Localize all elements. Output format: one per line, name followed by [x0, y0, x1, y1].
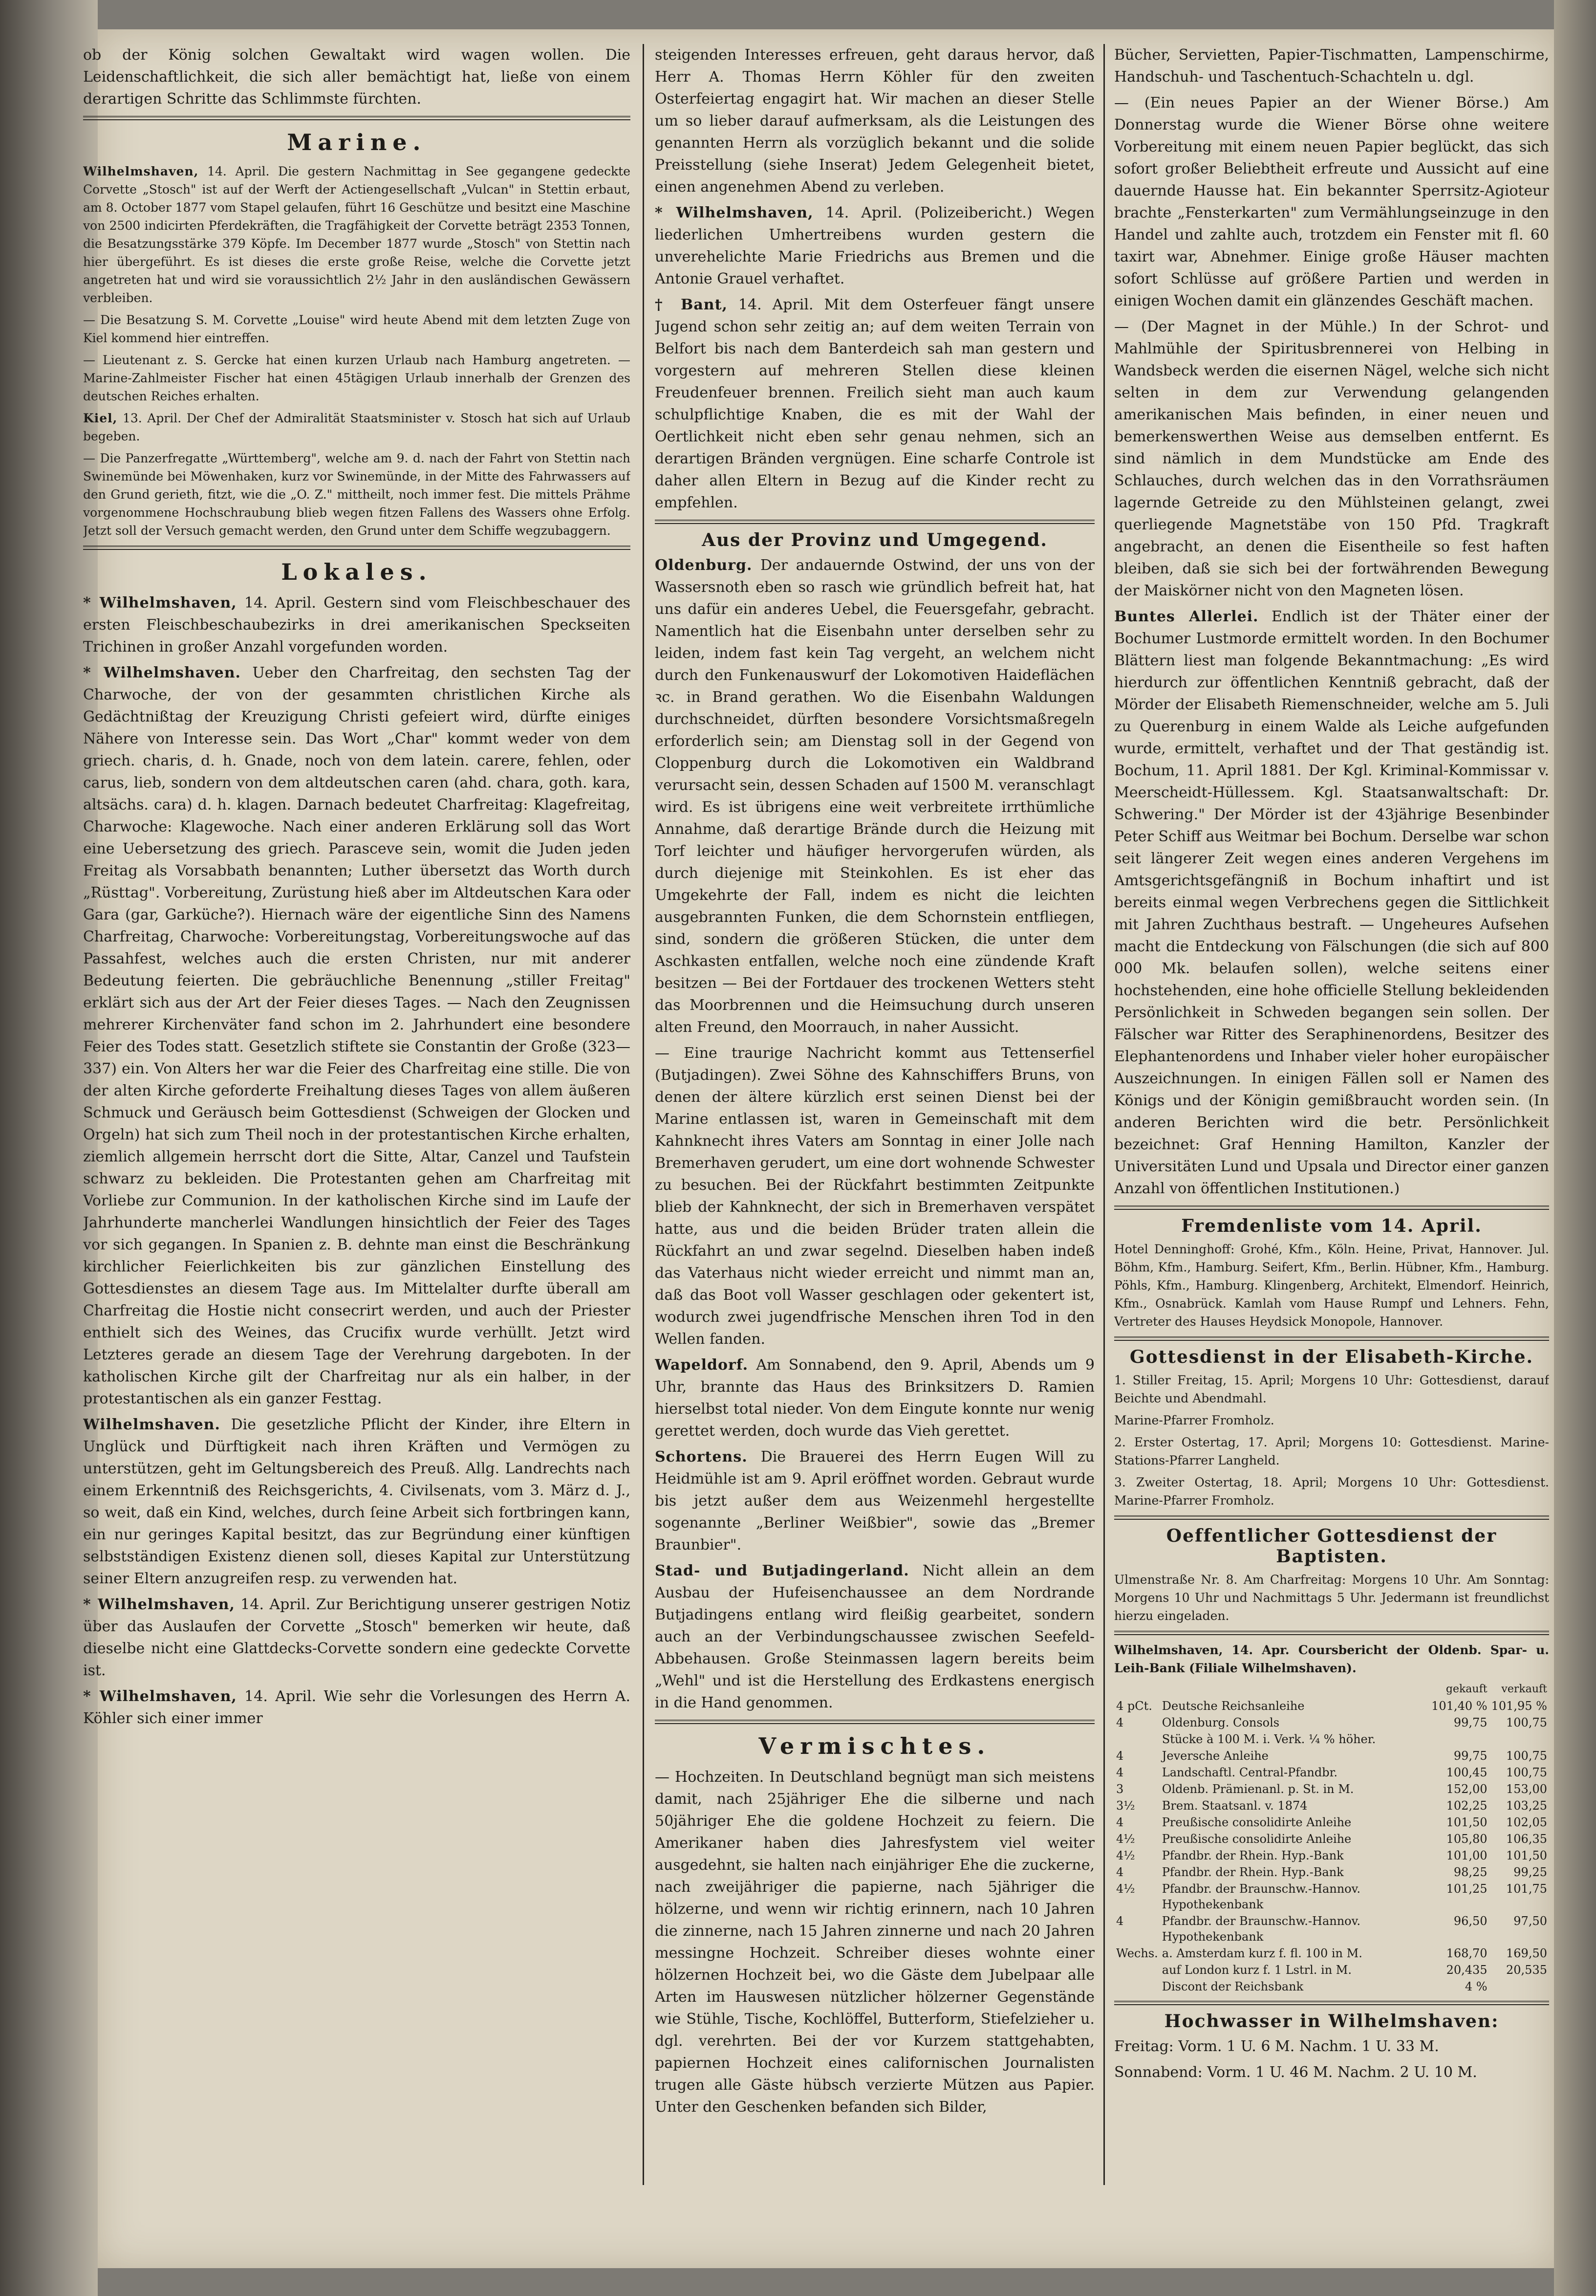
table-cell: Deutsche Reichsanleihe — [1162, 1699, 1305, 1713]
column-2-top-section — [655, 44, 1095, 514]
dateline: * Wilhelmshaven, — [655, 204, 814, 221]
table-cell: Stücke à 100 M. i. Verk. ¼ % höher. — [1162, 1732, 1376, 1746]
article-text: — Lieutenant z. S. Gercke hat einen kurzen Urlaub nach Hamburg angetreten. — Marine-Zahlmeister Fischer hat einen 45tägigen Urlaub innerhalb der Grenzen des deutschen Reiches erhalten. — [83, 353, 630, 403]
table-row — [1114, 1962, 1549, 1978]
table-cell: Brem. Staatsanl. v. 1874 — [1162, 1799, 1308, 1813]
article-text: Die gesetzliche Pflicht der Kinder, ihre Eltern in Unglück und Dürftigkeit nach ihren Kräften und Vermögen zu unterstützen, geht im Geltungsbereich des Preuß. Allg. Landrechts nach einem Erkenntniß des Reichsgerichts, 4. Civilsenats, vom 3. März d. J., so weit, daß ein Kind, welches, durch ſeine Arbeit sich fortbringen kann, ein nur geringes Kapital besitzt, das zur Begründung einer künftigen selbstständigen Existenz dienen soll, dieses Kapital zur Unterstützung seiner Eltern anzugreifen resp. zu verwenden hat. — [83, 1416, 630, 1587]
article-text: 14. April. Mit dem Osterfeuer fängt unsere Jugend schon sehr zeitig an; auf dem weiten Terrain von Belfort bis nach dem Banterdeich sah man gestern und vorgestern auf mehreren Stellen diese kleinen Freudenfeuer brennen. Freilich sieht man auch kaum schulpflichtige Knaben, die es mit der Wahl der Oertlichkeit nicht eben sehr genau nehmen, sich an derartigen Bränden vergnügen. Eine scharfe Controle ist daher allen Eltern in Bezug auf die Kinder recht zu empfehlen. — [655, 296, 1095, 511]
article-paragraph — [655, 44, 1095, 198]
table-cell: 4 — [1116, 1766, 1124, 1779]
dateline: Stad- und Butjadingerland. — [655, 1562, 909, 1579]
table-cell: 100,45 — [1446, 1766, 1488, 1779]
table-cell: 4 — [1116, 1749, 1124, 1763]
table-cell — [1114, 1978, 1160, 1995]
table-cell: Discont der Reichsbank — [1162, 1980, 1304, 1993]
article-paragraph — [1114, 44, 1549, 88]
gottesdienst-heading: Gottesdienst in der Elisabeth-Kirche. — [1129, 1347, 1534, 1367]
table-cell: 4 — [1116, 1865, 1124, 1879]
table-row — [1114, 1945, 1549, 1962]
article-paragraph — [1114, 92, 1549, 312]
table-cell — [1489, 1731, 1549, 1748]
table-cell: 99,75 — [1453, 1716, 1488, 1729]
table-cell: Pfandbr. der Braunschw.-Hannov. Hypothekenbank — [1162, 1914, 1360, 1944]
table-cell: 103,25 — [1506, 1799, 1547, 1813]
article-text: steigenden Interesses erfreuen, geht daraus hervor, daß Herr A. Thomas Herrn Köhler für den zweiten Osterfeiertag engagirt hat. Wir machen an dieser Stelle um so lieber darauf aufmerksam, als die Leistungen des genannten Herrn als vorzüglich bekannt und die solide Preisstellung (siehe Inserat) Jedem Gelegenheit bietet, einen angenehmen Abend zu verleben. — [655, 46, 1095, 196]
table-cell: 3½ — [1116, 1799, 1135, 1813]
table-row — [1114, 1881, 1549, 1913]
list-line: Marine-Pfarrer Fromholz. — [1114, 1413, 1274, 1427]
dateline: Wilhelmshaven. — [83, 1416, 220, 1433]
table-cell: 4 — [1116, 1716, 1124, 1729]
fremdenliste-text: Hotel Denninghoff: Grohé, Kfm., Köln. Heine, Privat, Hannover. Jul. Böhm, Kfm., Hamburg. Seifert, Kfm., Berlin. Hübner, Kfm., Hamburg. Pöhls, Kfm., Hamburg. Klingenberg, Architekt, Elmendorf. Heinrich, Kfm., Osnabrück. Kamlah vom Hause Rumpf und Lehners. Fehn, Vertreter des Hauses Heydsick Monopole, Hannover. — [1114, 1242, 1549, 1329]
provinz-section — [655, 554, 1095, 1714]
table-cell: 4 % — [1465, 1980, 1488, 1993]
section-divider — [1114, 1631, 1549, 1635]
list-line: Sonnabend: Vorm. 1 U. 46 M. Nachm. 2 U. 10 M. — [1114, 2064, 1477, 2081]
section-divider — [83, 546, 630, 550]
article-text: 14. April. Gestern sind vom Fleischbeschauer des ersten Fleischbeschaubezirks in drei amerikanischen Speckseiten Trichinen in großer Anzahl vorgefunden worden. — [83, 594, 630, 656]
table-cell: Preußische consolidirte Anleihe — [1162, 1815, 1352, 1829]
article-paragraph — [655, 294, 1095, 514]
article-text: Ueber den Charfreitag, den sechsten Tag der Charwoche, der von der gesammten christlichen Kirche als Gedächtnißtag der Kreuzigung Christi gefeiert wird, dürfte einiges Nähere von Interesse sein. Das Wort „Char" kommt weder von dem griech. charis, d. h. Gnade, noch von dem latein. carere, fehlen, oder carus, lieb, sondern von dem altdeutschen caren (ahd. chara, goth. kara, altsächs. cara) d. h. klagen. Darnach bedeutet Charfreitag: Klagefreitag, Charwoche: Klagewoche. Nach einer anderen Erklärung soll das Wort eine Uebersetzung des griech. Parasceve sein, womit die Juden jeden Freitag als Vorsabbath benannten; Luther übersetzt das Worth durch „Rüsttag". Vorbereitung, Zurüstung hieß aber im Altdeutschen Kara oder Gara (gar, Garküche?). Hiernach wäre der eigentliche Sinn des Namens Charfreitag, Charwoche: Vorbereitungstag, Vorbereitungswoche auf das Passahfest, welches auch die ersten Christen, nur mit anderer Bedeutung feierten. Die gebräuchliche Benennung „stiller Freitag" erklärt sich aus der Art der Feier dieses Tages. — Nach den Zeugnissen mehrerer Kirchenväter fand schon im 2. Jahrhundert eine besondere Feier des Todes statt. Gesetzlich stiftete sie Constantin der Große (323—337) ein. Von Alters her war die Feier des Charfreitag eine stille. Die von der alten Kirche geforderte Freihaltung dieses Tages von allem äußeren Schmuck und Geräusch beim Gottesdienst (Schweigen der Glocken und Orgeln) hat sich zum Theil noch in der protestantischen Kirche erhalten, ziemlich allgemein herrscht dort die Sitte, Altar, Canzel und Taufstein schwarz zu bekleiden. Die Protestanten gehen am Charfreitag mit Vorliebe zur Communion. In der katholischen Kirche sind im Laufe der Jahrhunderte mancherlei Wandlungen hinsichtlich der Feier des Tages vor sich gegangen. In Spanien z. B. dehnte man einst die Beschränkung kirchlicher Feierlichkeiten bis zur gänzlichen Einstellung des Gottesdienstes an diesem Tage aus. Im Mittelalter durfte überall am Charfreitag die Hostie nicht consecrirt werden, und auch der Priester enthielt sich des Weines, das Crucifix wurde verhüllt. Jetzt wird Letzteres gerade an diesem Tage der Verehrung dargeboten. In der katholischen Kirche gilt der Charfreitag nur als ein halber, in der protestantischen als ein ganzer Festtag. — [83, 664, 630, 1407]
table-row — [1114, 1698, 1549, 1714]
dateline: Kiel, — [83, 411, 118, 425]
article-text: — Hochzeiten. In Deutschland begnügt man sich meistens damit, nach 25jähriger Ehe die silberne und nach 50jähriger Ehe die goldene Hochzeit zu feiern. Die Amerikaner haben dies Jahresfystem viel weiter ausgedehnt, sie halten nach einjähriger Ehe die zuckerne, nach zweijähriger die papierne, nach 5jähriger die hölzerne, und wenn wir richtig erinnern, nach 10 Jahren die zinnerne, nach 15 Jahren zinnerne und nach 20 Jahren messingne Hochzeit. Schreiber dieses wohnte einer hölzernen Hochzeit bei, wo die Gäste dem Jubelpaar alle Arten im Hauswesen nützlicher hölzerner Gegenstände wie Stühle, Tische, Kochlöffel, Butterform, Stiefelzieher u. dgl. verehrten. Bei der vor Kurzem stattgehabten, papiernen Hochzeit eines californischen Journalisten trugen alle Gäste hübsch verzierte Mützen aus Papier. Unter den Geschenken befanden sich Bilder, — [655, 1769, 1095, 2116]
section-divider — [83, 116, 630, 120]
coursbericht-heading: Wilhelmshaven, 14. Apr. Coursbericht der Oldenb. Spar- u. Leih-Bank (Filiale Wilhelmshaven). — [1114, 1643, 1549, 1675]
article-text: Endlich ist der Thäter einer der Bochumer Lustmorde ermittelt worden. In den Bochumer Blättern liest man folgende Bekanntmachung: „Es wird hierdurch zur öffentlichen Kenntniß gebracht, daß der Mörder der Elisabeth Riemenschneider, welche am 5. Juli zu Querenburg in einem Walde als Leiche aufgefunden wurde, ermittelt, verhaftet und der That geständig ist. Bochum, 11. April 1881. Der Kgl. Kriminal-Kommissar v. Meerscheidt-Hüllessem. Kgl. Staatsanwaltschaft: Dr. Schwering." Der Mörder ist der 43jährige Besenbinder Peter Schiff aus Weitmar bei Bochum. Derselbe war schon seit längerer Zeit wegen eines anderen Vergehens im Amtsgerichtsgefängniß in Bochum inhaftirt und ist bereits einmal wegen Verbrechens gegen die Sittlichkeit mit Jahren Zuchthaus bestraft. — Ungeheures Aufsehen macht die Entdeckung von Fälschungen (die sich auf 800 000 Mk. belaufen sollen), welche seitens einer hochstehenden, eine hohe officielle Stellung bekleidenden Persönlichkeit in Schweden begangen sein sollen. Der Fälscher war Ritter des Seraphinenordens, Besitzer des Elephantenordens und Inhaber vieler hoher europäischer Auszeichnungen. In einigen Fällen soll er Namen des Königs und der Königin gemißbraucht worden sein. (In anderen Berichten wird die betr. Persönlichkeit bezeichnet: Graf Henning Hamilton, Kanzler der Universitäten Lund und Upsala und Director einer ganzen Anzahl von öffentlichen Institutionen.) — [1114, 608, 1549, 1197]
list-line: Freitag: Vorm. 1 U. 6 M. Nachm. 1 U. 33 M. — [1114, 2038, 1439, 2055]
article-paragraph — [655, 1560, 1095, 1714]
lokales-heading: Lokales. — [281, 559, 432, 585]
baptisten-heading: Oeffentlicher Gottesdienst der Baptisten. — [1166, 1526, 1497, 1567]
table-cell: a. Amsterdam kurz f. fl. 100 in M. — [1162, 1946, 1362, 1960]
section-divider — [1114, 1205, 1549, 1210]
article-text: Nicht allein an dem Ausbau der Hufeisenchaussee an dem Nordrande Butjadingens entlang wird fleißig gearbeitet, sondern auch an der Verbindungschaussee zwischen Seefeld-Abbehausen. Große Steinmassen lagern bereits beim „Wehl" und ist die Herstellung des Erdkastens energisch in die Hand genommen. — [655, 1562, 1095, 1711]
table-cell: 96,50 — [1453, 1914, 1488, 1928]
table-cell: 153,00 — [1506, 1782, 1547, 1796]
table-cell: 99,75 — [1453, 1749, 1488, 1763]
table-cell: 152,00 — [1446, 1782, 1488, 1796]
column-rule-2 — [1103, 44, 1105, 2185]
table-cell: 106,35 — [1506, 1832, 1547, 1846]
section-divider — [1114, 2001, 1549, 2005]
article-paragraph — [1114, 606, 1549, 1200]
article-text: — Die Besatzung S. M. Corvette „Louise" wird heute Abend mit dem letzten Zuge von Kiel kommend hier eintreffen. — [83, 313, 630, 345]
table-cell: 4 — [1116, 1815, 1124, 1829]
table-cell: Pfandbr. der Braunschw.-Hannov. Hypothekenbank — [1162, 1882, 1360, 1911]
article-text: 13. April. Der Chef der Admiralität Staatsminister v. Stosch hat sich auf Urlaub begeben. — [83, 411, 630, 443]
table-cell: Oldenb. Prämienanl. p. St. in M. — [1162, 1782, 1354, 1796]
table-cell: 4 pCt. — [1116, 1699, 1152, 1713]
table-row — [1114, 1814, 1549, 1831]
table-cell: 101,95 % — [1491, 1699, 1547, 1713]
table-cell: Preußische consolidirte Anleihe — [1162, 1832, 1352, 1846]
table-cell: Pfandbr. der Rhein. Hyp.-Bank — [1162, 1865, 1344, 1879]
article-text: — Eine traurige Nachricht kommt aus Tettenserfiel (Butjadingen). Zwei Söhne des Kahnschiffers Bruns, von denen der ältere kürzlich erst seinen Dienst bei der Marine entlassen ist, waren in Gemeinschaft mit dem Kahnknecht ihres Vaters am Sonntag in einer Jolle nach Bremerhaven gerudert, um eine dort wohnende Schwester zu besuchen. Bei der Rückfahrt bestimmten Zeitpunkte blieb der Kahnknecht, der sich in Bremerhaven verspätet hatte, aus und die beiden Brüder traten allein die Rückfahrt an und zwar segelnd. Dieselben haben indeß das Vaterhaus nicht wieder erreicht und nimmt man an, daß das Boot voll Wasser geschlagen oder gekentert ist, wodurch zwei jugendfrische Menschen ihren Tod in den Wellen fanden. — [655, 1045, 1095, 1348]
table-cell — [1429, 1731, 1489, 1748]
article-text: 14. April. (Polizeibericht.) Wegen liederlichen Umhertreibens wurden gestern die unverehelichte Marie Friedrichs aus Bremen und die Antonie Grauel verhaftet. — [655, 204, 1095, 287]
dateline: * Wilhelmshaven, — [83, 594, 237, 612]
article-text: — Die Panzerfregatte „Württemberg", welche am 9. d. nach der Fahrt von Stettin nach Swinemünde bei Möwenhaken, kurz vor Swinemünde, in der Mitte des Fahrwassers auf den Grund gerieth, fitzt, wie die „O. Z." mittheilt, noch immer fest. Die mittels Prähme vorgenommene Hochschraubung blieb wegen fitzen Fallens des Wassers ohne Erfolg. Jetzt soll der Versuch gemacht werden, den Grund unter dem Schiffe wegzubaggern. — [83, 451, 630, 538]
article-text: — (Ein neues Papier an der Wiener Börse.) Am Donnerstag wurde die Wiener Börse ohne weitere Vorbereitung mit einem neuen Papier beglückt, das sich sofort großer Beliebtheit erfreute und Aussicht auf eine dauernde Hausse hat. Ein bekannter Sperrsitz-Agioteur brachte „Fensterkarten" zum Vermählungseinzuge in den Handel und zahlte auch, trotzdem ein Fenster mit fl. 60 taxirt war, Abnehmer. Einige große Häuser machten sofort Schlüsse auf größere Partien und werden in einigen Wochen damit ein glänzendes Geschäft machen. — [1114, 94, 1549, 309]
article-paragraph — [655, 554, 1095, 1038]
article-paragraph — [83, 409, 630, 445]
table-row — [1114, 1978, 1549, 1995]
table-cell: Landschaftl. Central-Pfandbr. — [1162, 1766, 1338, 1779]
article-paragraph — [1114, 316, 1549, 602]
table-cell: 169,50 — [1506, 1946, 1547, 1960]
table-cell: Pfandbr. der Rhein. Hyp.-Bank — [1162, 1849, 1344, 1862]
table-cell: 168,70 — [1446, 1946, 1488, 1960]
hochwasser-list — [1114, 2035, 1549, 2083]
table-cell: 101,25 — [1446, 1882, 1488, 1896]
dateline: Oldenburg. — [655, 557, 753, 574]
section-divider — [1114, 1336, 1549, 1341]
article-text: 14. April. Die gestern Nachmittag in See gegangene gedeckte Corvette „Stosch" ist auf der Werft der Actiengesellschaft „Vulcan" in Stettin erbaut, am 8. October 1877 vom Stapel gelaufen, führt 16 Geschütze und besitzt eine Maschine von 2500 indicirten Pferdekräften, die Tragfähigkeit der Corvette beträgt 2353 Tonnen, die Besatzungsstärke 379 Köpfe. Im December 1877 wurde „Stosch" von Stettin nach hier übergeführt. Es ist dieses die erste große Reise, welche die Corvette jetzt angetreten hat und wird sie voraussichtlich 2½ Jahr in den ausländischen Gewässern verbleiben. — [83, 164, 630, 305]
table-row — [1114, 1831, 1549, 1847]
article-text: Am Sonnabend, den 9. April, Abends um 9 Uhr, brannte das Haus des Brinksitzers D. Ramien hierselbst total nieder. Von dem Eingute konnte nur wenig gerettet werden, doch wurde das Vieh gerettet. — [655, 1356, 1095, 1440]
marine-section — [83, 162, 630, 540]
table-row — [1114, 1847, 1549, 1864]
table-cell: 105,80 — [1446, 1832, 1488, 1846]
table-cell: 101,50 — [1446, 1815, 1488, 1829]
article-paragraph — [83, 162, 630, 307]
article-text: Bücher, Servietten, Papier-Tischmatten, Lampenschirme, Handschuh- und Taschentuch-Schachteln u. dgl. — [1114, 46, 1549, 86]
dateline: * Wilhelmshaven, — [83, 1688, 237, 1705]
table-row — [1114, 1781, 1549, 1797]
article-text: — (Der Magnet in der Mühle.) In der Schrot- und Mahlmühle der Spiritusbrennerei von Helbing in Wandsbeck werden die eisernen Nägel, welche sich nicht selten in dem zur Verwendung gelangenden amerikanischen Mais befinden, in einer neuen und bemerkenswerthen Weise aus demselben entfernt. Es sind nämlich in dem Mundstücke am Ende des Schlauches, durch welchen das in den Vorrathsräumen lagernde Getreide zu den Mühlsteinen gelangt, zwei querliegende Magnetstäbe von 150 Pfd. Tragkraft angebracht, an denen die Eisentheile so fest haften bleiben, daß sie sich bei der fortwährenden Bewegung der Maiskörner nicht von den Magneten lösen. — [1114, 318, 1549, 599]
table-cell: 102,25 — [1446, 1799, 1488, 1813]
section-divider — [1114, 1515, 1549, 1520]
table-cell: 98,25 — [1453, 1865, 1488, 1879]
table-cell: 100,75 — [1506, 1766, 1547, 1779]
table-cell: Wechs. — [1116, 1946, 1158, 1960]
table-cell — [1114, 1731, 1160, 1748]
baptisten-list — [1114, 1571, 1549, 1625]
list-line: 2. Erster Ostertag, 17. April; Morgens 10: Gottesdienst. Marine-Stations-Pfarrer Langheld. — [1114, 1435, 1549, 1467]
article-paragraph — [655, 1354, 1095, 1442]
column-1 — [83, 44, 630, 2185]
article-text: 14. April. Wie sehr die Vorlesungen des Herrn A. Köhler sich einer immer — [83, 1688, 630, 1727]
table-cell: 101,75 — [1506, 1882, 1547, 1896]
marine-heading: Marine. — [287, 129, 427, 155]
table-cell: 102,05 — [1506, 1815, 1547, 1829]
table-cell: 99,25 — [1513, 1865, 1547, 1879]
article-paragraph — [655, 1042, 1095, 1350]
article-paragraph — [83, 592, 630, 658]
list-line: 1. Stiller Freitag, 15. April; Morgens 10 Uhr: Gottesdienst, darauf Beichte und Abendmahl. — [1114, 1373, 1549, 1405]
fremdenliste-heading: Fremdenliste vom 14. April. — [1181, 1216, 1482, 1236]
table-cell: 3 — [1116, 1782, 1124, 1796]
table-row — [1114, 1864, 1549, 1881]
table-cell: 101,40 % — [1431, 1699, 1488, 1713]
page-right-edge — [1554, 0, 1596, 2296]
article-paragraph — [83, 1685, 630, 1729]
table-row — [1114, 1764, 1549, 1781]
table-row — [1114, 1714, 1549, 1731]
coursbericht-table — [1114, 1681, 1549, 1995]
table-cell: Jeversche Anleihe — [1162, 1749, 1269, 1763]
gottesdienst-list — [1114, 1371, 1549, 1509]
table-cell — [1489, 1978, 1549, 1995]
table-cell: 4½ — [1116, 1832, 1135, 1846]
provinz-heading: Aus der Provinz und Umgegend. — [702, 530, 1048, 550]
article-paragraph — [83, 351, 630, 405]
list-line: Ulmenstraße Nr. 8. Am Charfreitag: Morgens 10 Uhr. Am Sonntag: Morgens 10 Uhr und Nachmittags 5 Uhr. Jedermann ist freundlichst hierzu eingeladen. — [1114, 1573, 1549, 1623]
table-row — [1114, 1731, 1549, 1748]
dateline: Wapeldorf. — [655, 1356, 749, 1374]
article-text: Die Brauerei des Herrn Eugen Will zu Heidmühle ist am 9. April eröffnet worden. Gebraut wurde bis jetzt außer dem aus Weizenmehl hergestellte sogenannte „Berliner Weißbier", sowie das „Bremer Braunbier". — [655, 1448, 1095, 1553]
dateline: * Wilhelmshaven, — [83, 1596, 235, 1613]
article-text: 14. April. Zur Berichtigung unserer gestrigen Notiz über das Auslaufen der Corvette „Stosch" bemerken wir heute, daß dieselbe nicht eine Glattdecks-Corvette sondern eine gedeckte Corvette ist. — [83, 1596, 630, 1679]
table-cell: Oldenburg. Consols — [1162, 1716, 1280, 1729]
column-header-gekauft: gekauft — [1445, 1683, 1488, 1695]
section-divider — [655, 1720, 1095, 1724]
article-paragraph — [83, 311, 630, 347]
dateline: † Bant, — [655, 296, 728, 313]
column-2 — [655, 44, 1095, 2185]
table-row — [1114, 1748, 1549, 1764]
table-cell: auf London kurz f. 1 Lstrl. in M. — [1162, 1963, 1352, 1977]
article-paragraph — [655, 202, 1095, 290]
table-cell: 4½ — [1116, 1849, 1135, 1862]
table-cell: 100,75 — [1506, 1716, 1547, 1729]
table-cell: 20,535 — [1506, 1963, 1547, 1977]
lokales-section — [83, 592, 630, 1729]
article-paragraph — [83, 1414, 630, 1590]
column-header-verkauft: verkauft — [1501, 1683, 1547, 1695]
article-paragraph — [83, 662, 630, 1410]
hochwasser-heading: Hochwasser in Wilhelmshaven: — [1164, 2011, 1499, 2032]
table-cell: 4½ — [1116, 1882, 1135, 1896]
section-divider — [655, 520, 1095, 524]
dateline: * Wilhelmshaven. — [83, 664, 241, 681]
article-paragraph — [655, 1446, 1095, 1556]
dateline: Wilhelmshaven, — [83, 164, 199, 178]
vermischtes-section — [655, 1766, 1095, 2118]
article-paragraph — [83, 449, 630, 540]
column-3 — [1114, 44, 1549, 2185]
article-paragraph — [83, 1594, 630, 1682]
table-row — [1114, 1797, 1549, 1814]
dateline: Buntes Allerlei. — [1114, 608, 1259, 625]
table-cell — [1114, 1962, 1160, 1978]
table-cell: 20,435 — [1446, 1963, 1488, 1977]
table-cell: 101,00 — [1446, 1849, 1488, 1862]
article-paragraph — [655, 1766, 1095, 2118]
table-cell: 4 — [1116, 1914, 1124, 1928]
column-3-top-section — [1114, 44, 1549, 1200]
table-cell: 100,75 — [1506, 1749, 1547, 1763]
intro-paragraph: ob der König solchen Gewaltakt wird wagen wollen. Die Leidenschaftlichkeit, die sich aller bemächtigt hat, ließe von einem derartigen Schritte das Schlimmste fürchten. — [83, 46, 630, 108]
column-rule-1 — [643, 44, 644, 2185]
vermischtes-heading: Vermischtes. — [758, 1733, 991, 1759]
dateline: Schortens. — [655, 1448, 748, 1465]
table-cell: 97,50 — [1513, 1914, 1547, 1928]
list-line: 3. Zweiter Ostertag, 18. April; Morgens 10 Uhr: Gottesdienst. Marine-Pfarrer Fromholz. — [1114, 1475, 1549, 1508]
article-text: Der andauernde Ostwind, der uns von der Wassersnoth eben so rasch wie gründlich befreit hat, hat uns dafür ein anderes Uebel, die Feuersgefahr, gebracht. Namentlich hat die Eisenbahn unter derselben sehr zu leiden, indem fast kein Tag vergeht, an welchem nicht durch den Funkenauswurf der Lokomotiven Haideflächen ꝛc. in Brand gerathen. Wo die Eisenbahn Waldungen durchschneidet, dürften besondere Vorsichtsmaßregeln erforderlich sein; am Dienstag soll in der Gegend von Cloppenburg durch die Lokomotiven ein Waldbrand verursacht sein, dessen Schaden auf 1500 M. veranschlagt wird. Es ist übrigens eine weit verbreitete irrthümliche Annahme, daß derartige Brände durch die Heizung mit Torf leichter und häufiger hervorgerufen würden, als durch diejenige mit Steinkohlen. Es ist eher das Umgekehrte der Fall, indem es nicht die leichten ausgebrannten Funken, die dem Schornstein entfliegen, sind, sondern die größeren Stücken, die unter dem Aschkasten entfallen, welche noch eine zündende Kraft besitzen — Bei der Fortdauer des trockenen Wetters steht das Moorbrennen und die Heimsuchung durch unseren alten Freund, den Moorrauch, in naher Aussicht. — [655, 557, 1095, 1036]
table-cell: 101,50 — [1506, 1849, 1547, 1862]
table-row — [1114, 1913, 1549, 1945]
